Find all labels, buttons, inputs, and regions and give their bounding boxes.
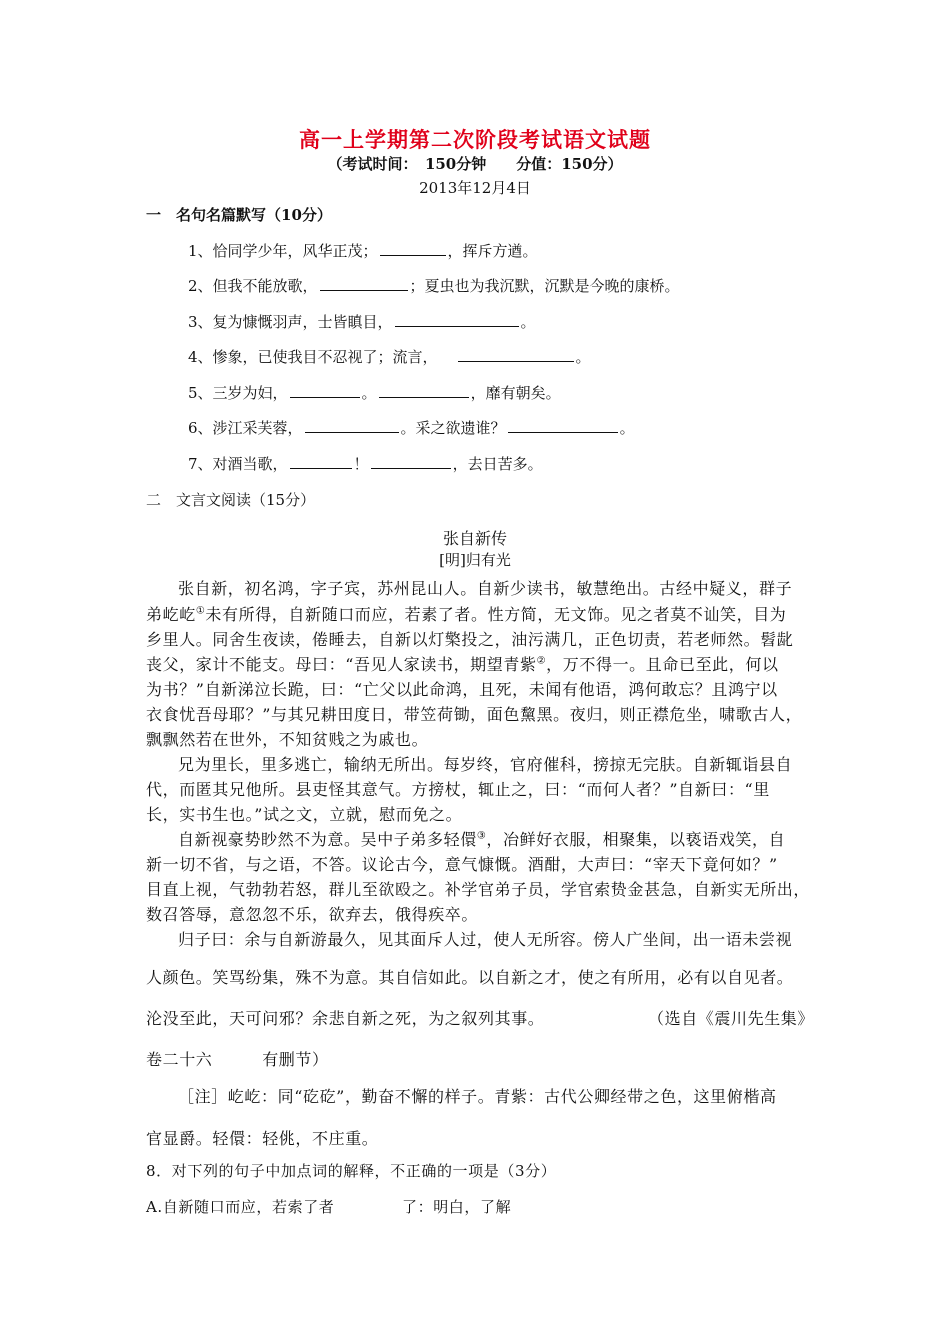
essay-text: ，冶鲜好衣服，相聚集，以亵语戏笑，自	[486, 830, 786, 849]
essay-notes: ［注］屹屹：同“矻矻”，勤奋不懈的样子。青紫：古代公卿经带之色，这里俯楷高	[178, 1087, 777, 1106]
option-a[interactable]: A.自新随口而应，若索了者	[146, 1198, 335, 1216]
essay-line: 乡里人。同舍生夜读，倦睡去，自新以灯檠投之，油污满几，正色切责，若老师然。髫龀	[146, 630, 794, 649]
essay-line: 沦没至此，天可问邪？余悲自新之死，为之叙列其事。	[146, 1009, 545, 1028]
option-a-definition: 了：明白，了解	[402, 1198, 512, 1216]
answer-blank[interactable]	[395, 312, 519, 327]
essay-text: 自新视豪势眇然不为意。吴中子弟多轻儇	[178, 830, 477, 849]
essay-line: 目直上视，气勃勃若怒，群儿至欲殴之。补学官弟子员，学官索贽金甚急，自新实无所出，	[146, 880, 811, 899]
essay-line: 长，实书生也。”试之文，立就，慰而免之。	[146, 805, 463, 824]
fill-item-4	[188, 346, 591, 367]
answer-blank[interactable]	[305, 418, 399, 433]
answer-blank[interactable]	[508, 418, 618, 433]
item-text: 4、惨象，已使我目不忍视了；流言，	[188, 348, 438, 366]
essay-source-volume: 卷二十六 有删节）	[146, 1050, 329, 1069]
item-text: ，去日苦多。	[452, 455, 543, 473]
essay-line: 归子曰：余与自新游最久，见其面斥人过，使人无所容。傍人广坐间，出一语未尝视	[178, 930, 793, 949]
essay-text: 未有所得，自新随口而应，若素了者。性方简，无文饰。见之者莫不讪笑，目为	[205, 605, 787, 624]
item-text: ！	[353, 455, 369, 473]
essay-line: 张自新，初名鸿，字子宾，苏州昆山人。自新少读书，敏慧绝出。古经中疑义，群子	[178, 579, 793, 598]
section-1-heading: 一 名句名篇默写（10分）	[146, 206, 332, 224]
item-text: 5、三岁为妇，	[188, 384, 288, 402]
answer-blank[interactable]	[290, 454, 352, 469]
essay-line: 兄为里长，里多逃亡，输纳无所出。每岁终，官府催科，搒掠无完肤。自新辄诣县自	[178, 755, 793, 774]
answer-blank[interactable]	[380, 241, 446, 256]
essay-line: 代，而匿其兄他所。县吏怪其意气。方搒杖，辄止之，曰：“而何人者？”自新曰：“里	[146, 780, 770, 799]
exam-info: （考试时间： 150分钟 分值：150分）	[327, 155, 623, 173]
page-title: 高一上学期第二次阶段考试语文试题	[299, 127, 651, 152]
answer-blank[interactable]	[371, 454, 451, 469]
essay-line: 数召答辱，意忽忽不乐，欲弃去，俄得疾卒。	[146, 905, 479, 924]
item-text: 6、涉江采芙蓉，	[188, 419, 303, 437]
section-2-heading: 二 文言文阅读（15分）	[146, 491, 316, 509]
fill-item-6	[188, 417, 635, 438]
item-text: 。	[575, 348, 591, 366]
essay-line: 为书？”自新涕泣长跪，曰：“亡父以此命鸿，且死，未闻有他语，鸿何敢忘？且鸿宁以	[146, 680, 778, 699]
essay-text: 丧父，家计不能支。母曰：“吾见人家读书，期望青紫	[146, 655, 537, 674]
item-text: 。	[361, 384, 377, 402]
footnote-marker: ②	[536, 655, 547, 667]
answer-blank[interactable]	[458, 347, 574, 362]
essay-line	[146, 602, 786, 625]
answer-blank[interactable]	[320, 276, 408, 291]
essay-line: 衣食忧吾母耶？”与其兄耕田度日，带笠荷锄，面色黧黑。夜归，则正襟危坐，啸歌古人，	[146, 705, 803, 724]
item-text: 3、复为慷慨羽声，士皆瞋目，	[188, 313, 393, 331]
answer-blank[interactable]	[379, 383, 469, 398]
essay-source: （选自《震川先生集》	[648, 1009, 815, 1028]
fill-item-1	[188, 240, 538, 261]
item-text: 2、但我不能放歌，	[188, 277, 318, 295]
essay-line	[178, 827, 785, 850]
item-text: 1、恰同学少年，风华正茂；	[188, 242, 378, 260]
footnote-marker: ①	[195, 605, 206, 617]
essay-line: 人颜色。笑骂纷集，殊不为意。其自信如此。以自新之才，使之有所用，必有以自见者。	[146, 968, 794, 987]
answer-blank[interactable]	[290, 383, 360, 398]
essay-text: 弟屹屹	[146, 605, 196, 624]
fill-item-3	[188, 311, 536, 332]
essay-notes: 官显爵。轻儇：轻佻，不庄重。	[146, 1129, 379, 1148]
essay-line: 新一切不省，与之语，不答。议论古今，意气慷慨。酒酣，大声曰：“宰天下竟何如？”	[146, 855, 778, 874]
item-text: ，挥斥方遒。	[447, 242, 538, 260]
essay-author: [明]归有光	[439, 551, 511, 569]
question-8-stem: 8．对下列的句子中加点词的解释，不正确的一项是（3分）	[146, 1162, 557, 1180]
essay-line: 飘飘然若在世外，不知贫贱之为戚也。	[146, 730, 429, 749]
exam-date: 2013年12月4日	[419, 179, 531, 197]
essay-title: 张自新传	[442, 529, 507, 548]
fill-item-2	[188, 275, 680, 296]
fill-item-7	[188, 453, 543, 474]
item-text: 7、对酒当歌，	[188, 455, 288, 473]
item-text: ；夏虫也为我沉默，沉默是今晚的康桥。	[409, 277, 680, 295]
item-text: 。采之欲遗谁？	[400, 419, 506, 437]
item-text: 。	[619, 419, 635, 437]
fill-item-5	[188, 382, 561, 403]
item-text: 。	[520, 313, 536, 331]
item-text: ，靡有朝矣。	[470, 384, 561, 402]
essay-line	[146, 652, 779, 675]
footnote-marker: ③	[476, 830, 487, 842]
essay-text: ，万不得一。且命已至此，何以	[546, 655, 779, 674]
